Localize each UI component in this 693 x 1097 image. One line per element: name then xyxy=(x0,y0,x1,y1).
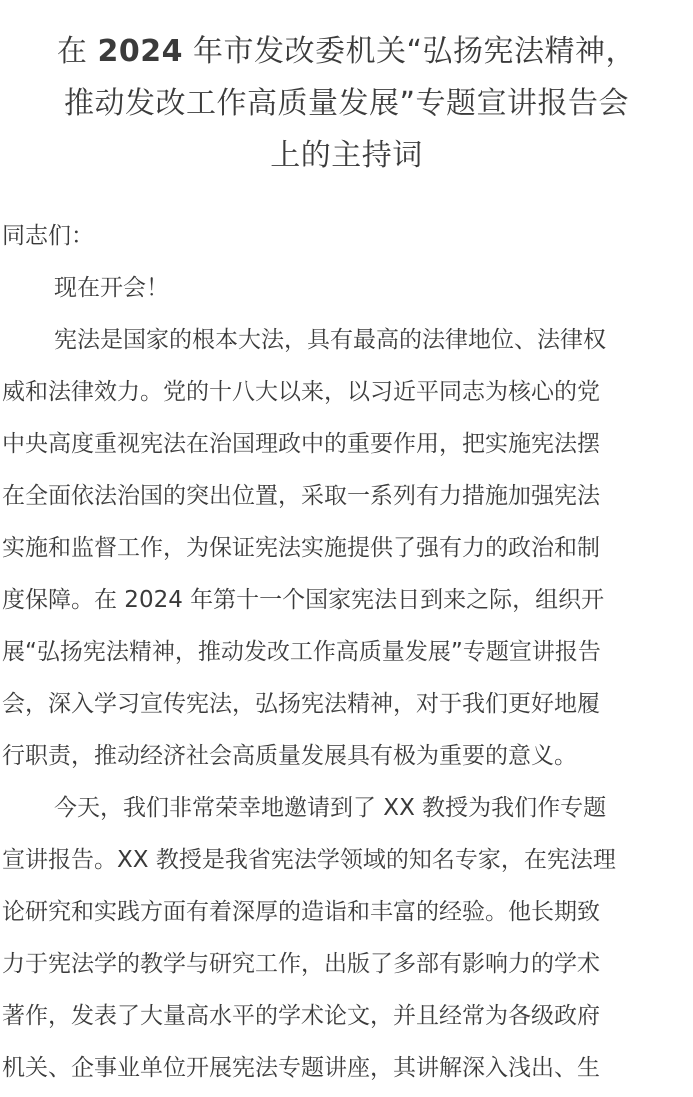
paragraph-line: 论研究和实践方面有着深厚的造诣和丰富的经验。他长期致 xyxy=(2,899,600,925)
paragraph-line: 宪法是国家的根本大法，具有最高的法律地位、法律权 xyxy=(54,327,606,353)
paragraph-line: 著作，发表了大量高水平的学术论文，并且经常为各级政府 xyxy=(2,1003,600,1029)
paragraph-line: 行职责，推动经济社会高质量发展具有极为重要的意义。 xyxy=(2,743,577,769)
paragraph-line: 宣讲报告。XX 教授是我省宪法学领域的知名专家，在宪法理 xyxy=(2,847,616,873)
title-line-1-rest: 年市发改委机关“弘扬宪法精神， xyxy=(193,34,637,69)
title-year: 2024 xyxy=(97,34,183,69)
title-line-3: 上的主持词 xyxy=(270,138,423,173)
paragraph-line: 展“弘扬宪法精神，推动发改工作高质量发展”专题宣讲报告 xyxy=(2,639,601,665)
paragraph-line: 会，深入学习宣传宪法，弘扬宪法精神，对于我们更好地履 xyxy=(2,691,600,717)
title-prefix: 在 xyxy=(56,34,88,69)
title-line-2: 推动发改工作高质量发展”专题宣讲报告会 xyxy=(63,86,630,121)
document-body xyxy=(2,210,691,1094)
paragraph-line: 实施和监督工作，为保证宪法实施提供了强有力的政治和制 xyxy=(2,535,600,561)
paragraph-line: 中央高度重视宪法在治国理政中的重要作用，把实施宪法摆 xyxy=(2,431,600,457)
paragraph-line: 今天，我们非常荣幸地邀请到了 XX 教授为我们作专题 xyxy=(54,795,607,821)
paragraph-opening: 现在开会！ xyxy=(54,275,169,301)
title-line-1 xyxy=(0,26,693,78)
paragraph-line: 度保障。在 2024 年第十一个国家宪法日到来之际，组织开 xyxy=(2,587,605,613)
document-title xyxy=(0,26,693,182)
paragraph-line: 机关、企事业单位开展宪法专题讲座，其讲解深入浅出、生 xyxy=(2,1055,600,1081)
paragraph-line: 在全面依法治国的突出位置，采取一系列有力措施加强宪法 xyxy=(2,483,600,509)
paragraph-line: 威和法律效力。党的十八大以来，以习近平同志为核心的党 xyxy=(2,379,600,405)
salutation: 同志们： xyxy=(2,223,94,249)
paragraph-line: 力于宪法学的教学与研究工作，出版了多部有影响力的学术 xyxy=(2,951,600,977)
